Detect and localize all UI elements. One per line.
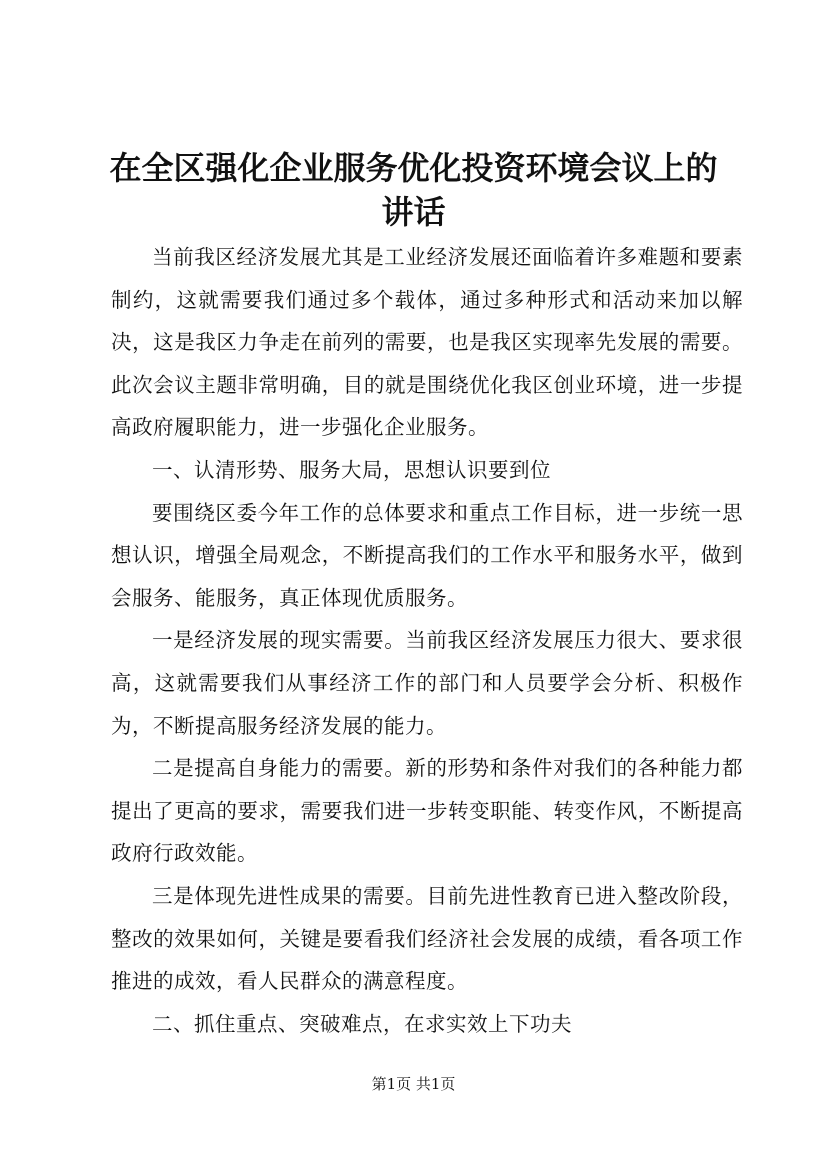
paragraph-point-3: 三是体现先进性成果的需要。目前先进性教育已进入整改阶段，整改的效果如何，关键是要看我们经济社会发展的成绩，看各项工作推进的成效，看人民群众的满意程度。 [111, 883, 743, 994]
section-heading-1: 一、认清形势、服务大局，思想认识要到位 [152, 457, 551, 482]
page-footer: 第1页 共1页 [371, 1075, 456, 1093]
paragraph-section-1-intro: 要围绕区委今年工作的总体要求和重点工作目标，进一步统一思想认识，增强全局观念，不断提高我们的工作水平和服务水平，做到会服务、能服务，真正体现优质服务。 [111, 500, 743, 610]
document-title: 在全区强化企业服务优化投资环境会议上的讲话 [109, 149, 718, 231]
paragraph-intro: 当前我区经济发展尤其是工业经济发展还面临着许多难题和要素制约，这就需要我们通过多个载体，通过多种形式和活动来加以解决，这是我区力争走在前列的需要，也是我区实现率先发展的需要。此次会议主题非常明确，目的就是围绕优化我区创业环境，进一步提高政府履职能力，进一步强化企业服务。 [111, 245, 743, 440]
section-heading-2: 二、抓住重点、突破难点，在求实效上下功夫 [152, 1011, 572, 1036]
paragraph-point-2: 二是提高自身能力的需要。新的形势和条件对我们的各种能力都提出了更高的要求，需要我们进一步转变职能、转变作风，不断提高政府行政效能。 [111, 756, 743, 866]
document-body [111, 236, 743, 1045]
paragraph-point-1: 一是经济发展的现实需要。当前我区经济发展压力很大、要求很高，这就需要我们从事经济工作的部门和人员要学会分析、积极作为，不断提高服务经济发展的能力。 [111, 628, 743, 738]
